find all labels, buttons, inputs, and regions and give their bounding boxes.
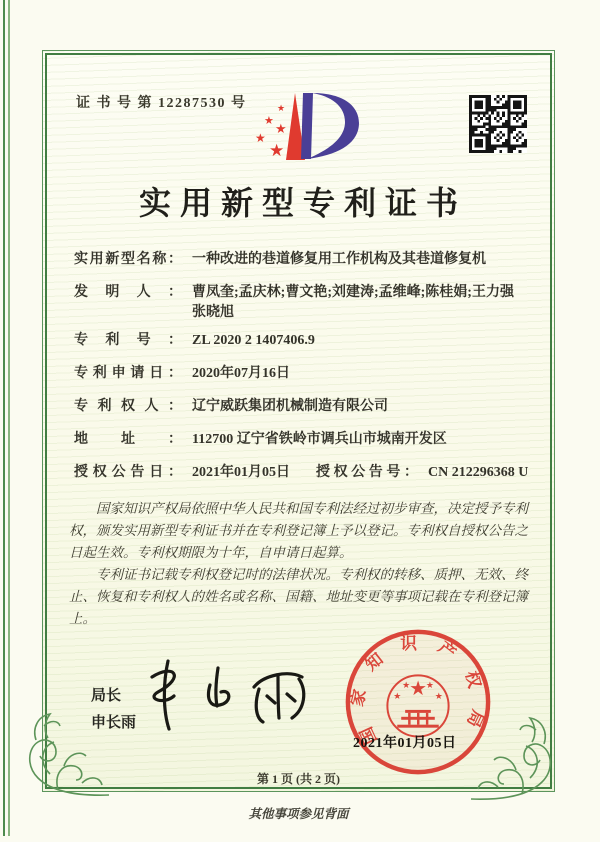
field-grant-row bbox=[74, 463, 534, 483]
field-label: 专利权人： bbox=[74, 399, 182, 414]
logo-star-icon: ★ bbox=[275, 121, 287, 136]
body-paragraph-2: 专利证书记载专利权登记时的法律状况。专利权的转移、质押、无效、终止、恢复和专利权人的姓名或名称、国籍、地址变更等事项记载在专利登记簿上。 bbox=[69, 567, 528, 626]
director-title: 局长 bbox=[91, 687, 122, 704]
body-paragraph-1: 国家知识产权局依照中华人民共和国专利法经过初步审查，决定授予专利权，颁发实用新型专利证书并在专利登记簿上予以登记。专利权自授权公告之日起生效。专利权期限为十年，自申请日起算。 bbox=[69, 501, 528, 560]
corner-flourish-icon bbox=[471, 707, 557, 803]
inventors-line1: 曹凤奎;孟庆林;曹文艳;刘建涛;孟维峰;陈桂娟;王力强 bbox=[192, 285, 514, 300]
field-label: 实用新型名称： bbox=[74, 252, 182, 267]
cnipa-logo-icon bbox=[233, 85, 401, 171]
certificate-title: 实用新型专利证书 bbox=[138, 185, 467, 221]
field-label: 发明人： bbox=[74, 285, 182, 300]
director-signature bbox=[138, 651, 328, 746]
field-grant-date bbox=[74, 463, 316, 483]
field-label: 专利申请日： bbox=[74, 366, 182, 381]
emblem-star-icon: ★ bbox=[409, 678, 427, 701]
back-note: 其他事项参见背面 bbox=[248, 807, 349, 821]
inventors-line2: 张晓旭 bbox=[192, 305, 234, 320]
certificate-body-text bbox=[69, 498, 528, 630]
certificate-number: 证 书 号 第 12287530 号 bbox=[76, 96, 247, 111]
logo-star-icon: ★ bbox=[269, 141, 285, 160]
page-indicator: 第 1 页 (共 2 页) bbox=[257, 772, 340, 786]
field-label: 专利号： bbox=[74, 333, 182, 348]
field-value: 辽宁威跃集团机械制造有限公司 bbox=[192, 399, 388, 414]
corner-flourish-icon bbox=[23, 703, 109, 799]
field-patent-number bbox=[74, 331, 534, 351]
logo-p-bowl bbox=[307, 93, 359, 159]
field-value: 2020年07月16日 bbox=[192, 366, 290, 381]
field-label: 授权公告号： bbox=[316, 465, 418, 480]
emblem-star-icon: ★ bbox=[393, 691, 402, 702]
field-value: 112700 辽宁省铁岭市调兵山市城南开发区 bbox=[192, 432, 447, 447]
field-value: 一种改进的巷道修复用工作机构及其巷道修复机 bbox=[192, 252, 486, 267]
certificate-fields bbox=[74, 250, 534, 496]
logo-p-stem bbox=[301, 93, 313, 159]
qr-code bbox=[469, 95, 527, 153]
field-value bbox=[192, 283, 534, 323]
page-binding-edge bbox=[3, 0, 10, 836]
logo-star-icon: ★ bbox=[277, 103, 286, 113]
field-filing-date bbox=[74, 364, 534, 384]
emblem-star-icon: ★ bbox=[434, 691, 443, 702]
emblem-star-icon: ★ bbox=[425, 680, 434, 691]
field-value: ZL 2020 2 1407406.9 bbox=[192, 333, 315, 348]
field-value: CN 212296368 U bbox=[428, 465, 529, 480]
field-label: 地址： bbox=[74, 432, 182, 447]
director-name: 申长雨 bbox=[91, 714, 137, 731]
field-label: 授权公告日： bbox=[74, 465, 182, 480]
field-value: 2021年01月05日 bbox=[192, 465, 290, 480]
field-inventors bbox=[74, 283, 534, 323]
certificate-frame bbox=[42, 50, 555, 792]
field-address bbox=[74, 430, 534, 450]
seal-date: 2021年01月05日 bbox=[353, 736, 457, 751]
field-grant-number bbox=[316, 463, 534, 483]
seal-text: 国家知识产权局 bbox=[347, 633, 489, 748]
emblem-star-icon: ★ bbox=[402, 680, 411, 691]
logo-star-icon: ★ bbox=[264, 115, 274, 127]
field-patentee bbox=[74, 397, 534, 417]
logo-star-icon: ★ bbox=[255, 131, 266, 145]
field-utility-model-name bbox=[74, 250, 534, 270]
